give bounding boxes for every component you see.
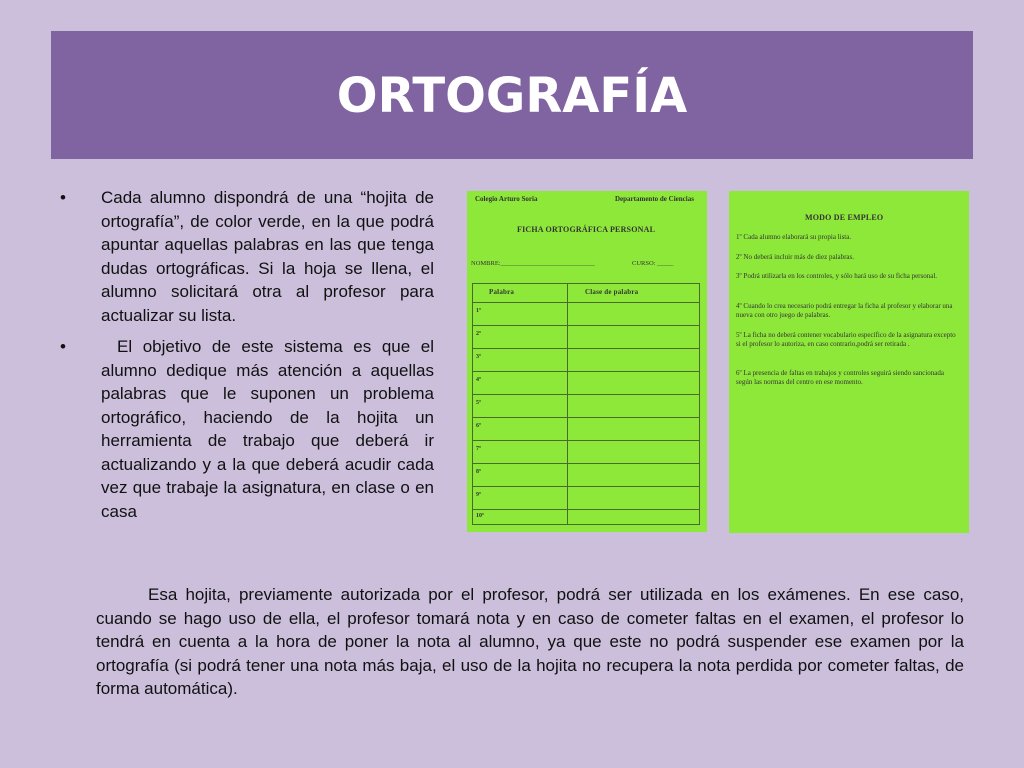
row-number: 8º [476, 469, 481, 475]
table-row-line [473, 440, 699, 441]
bottom-paragraph: Esa hojita, previamente autorizada por el profesor, podrá ser utilizada en los exámenes. En ese caso, cuando se hago uso de ella, el profesor tomará nota y en caso de cometer faltas en el examen, el profesor lo tendrá en cuenta a la hora de poner la nota al alumno, ya que este no podrá suspender ese examen por la ortografía (si podrá tener una nota más baja, el uso de la hojita no recupera la nota perdida por cometer faltas, de forma automática). [96, 585, 964, 698]
col-word-header: Palabra [489, 288, 515, 296]
row-number: 5º [476, 400, 481, 406]
usage-title: MODO DE EMPLEO [805, 213, 884, 222]
sheet-title: FICHA ORTOGRÁFICA PERSONAL [517, 225, 656, 234]
usage-sheet-image [729, 191, 969, 533]
course-label: CURSO: _____ [632, 260, 674, 267]
bullet-list [60, 186, 434, 531]
row-number: 6º [476, 423, 481, 429]
name-label: NOMBRE:_____________________________ [471, 260, 595, 267]
table-row-line [473, 325, 699, 326]
department-name: Departamento de Ciencias [615, 195, 694, 203]
row-number: 2º [476, 331, 481, 337]
slide-title: ORTOGRAFÍA [336, 68, 688, 124]
row-number: 1º [476, 308, 481, 314]
table-row-line [473, 463, 699, 464]
usage-rule: 4º Cuando lo crea necesario podrá entregar la ficha al profesor y elaborar una nueva con otro juego de palabras. [736, 302, 953, 319]
bullet-icon: • [60, 337, 66, 356]
spelling-sheet-image [467, 191, 707, 532]
row-number: 7º [476, 446, 481, 452]
usage-rule: 2º No deberá incluir más de diez palabras. [736, 253, 855, 261]
row-number: 3º [476, 354, 481, 360]
row-number: 9º [476, 492, 481, 498]
table-row-line [473, 371, 699, 372]
bullet-item [60, 186, 434, 327]
usage-rule: 1º Cada alumno elaborará su propia lista. [736, 233, 852, 241]
usage-rule: 5º La ficha no deberá contener vocabulario específico de la asignatura excepto si el profesor lo autoriza, en caso contrario,podrá ser retirada . [736, 331, 956, 348]
row-number: 10º [476, 513, 484, 519]
bullet-text: Cada alumno dispondrá de una “hojita de ortografía”, de color verde, en la que podrá apuntar aquellas palabras en las que tenga dudas ortográficas. Si la hoja se llena, el alumno solicitará otra al profesor para actualizar su lista. [101, 188, 434, 325]
table-divider [567, 284, 568, 524]
table-row-line [473, 394, 699, 395]
bullet-icon: • [60, 188, 66, 207]
bullet-item [60, 335, 434, 523]
usage-rule: 3º Podrá utilizarla en los controles, y sólo hará uso de su ficha personal. [736, 272, 938, 280]
table-row-line [473, 486, 699, 487]
usage-rule: 6º La presencia de faltas en trabajos y controles seguirá siendo sancionada según las normas del centro en ese momento. [736, 369, 945, 386]
table-header [473, 284, 699, 303]
row-number: 4º [476, 377, 481, 383]
col-class-header: Clase de palabra [585, 288, 639, 296]
bullet-text: El objetivo de este sistema es que el alumno dedique más atención a aquellas palabras que le suponen un problema ortográfico, haciendo de la hojita un herramienta de trabajo que deberá ir actualizando y a la que deberá acudir cada vez que trabaje la asignatura, en clase o en casa [101, 337, 434, 521]
table-row-line [473, 417, 699, 418]
table-row-line [473, 509, 699, 510]
word-table [472, 283, 700, 525]
school-name: Colegio Arturo Soria [475, 195, 538, 203]
table-row-line [473, 348, 699, 349]
